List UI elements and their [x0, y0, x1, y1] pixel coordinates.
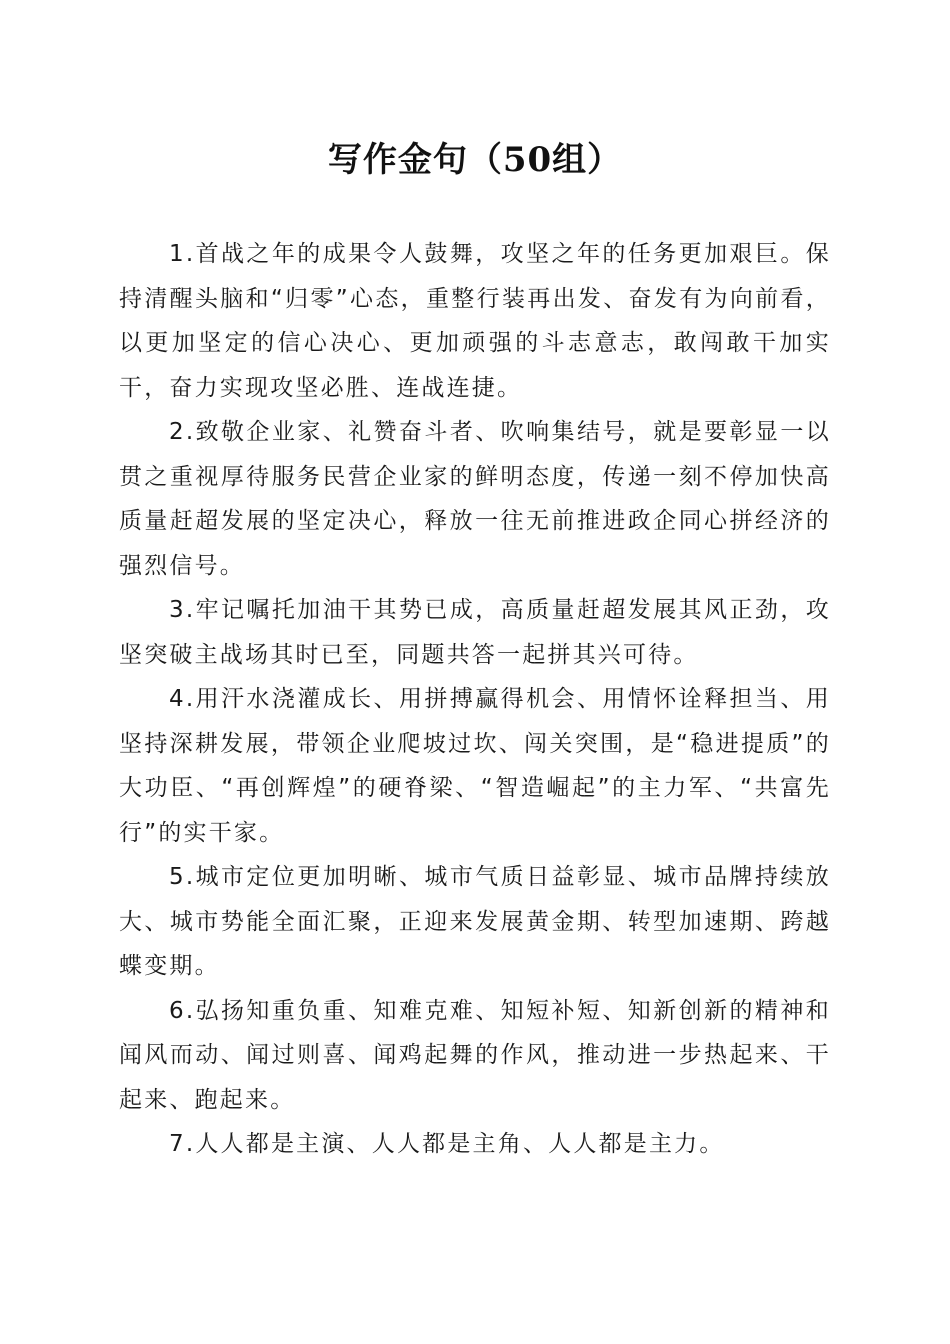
- paragraph-1: 1.首战之年的成果令人鼓舞，攻坚之年的任务更加艰巨。保持清醒头脑和“归零”心态，重整行装再出发、奋发有为向前看，以更加坚定的信心决心、更加顽强的斗志意志，敢闯敢干加实干，奋力实现攻坚必胜、连战连捷。: [119, 241, 831, 401]
- document-title: 写作金句（50组）: [327, 140, 623, 180]
- paragraph-6: 6.弘扬知重负重、知难克难、知短补短、知新创新的精神和闻风而动、闻过则喜、闻鸡起舞的作风，推动进一步热起来、干起来、跑起来。: [119, 997, 831, 1113]
- paragraph-5: 5.城市定位更加明晰、城市气质日益彰显、城市品牌持续放大、城市势能全面汇聚，正迎来发展黄金期、转型加速期、跨越蝶变期。: [119, 864, 831, 979]
- paragraph-3: 3.牢记嘱托加油干其势已成，高质量赶超发展其风正劲，攻坚突破主战场其时已至，同题共答一起拼其兴可待。: [119, 597, 831, 668]
- document-body: [119, 232, 831, 1167]
- paragraph-7: 7.人人都是主演、人人都是主角、人人都是主力。: [169, 1131, 725, 1157]
- paragraph-2: 2.致敬企业家、礼赞奋斗者、吹响集结号，就是要彰显一以贯之重视厚待服务民营企业家的鲜明态度，传递一刻不停加快高质量赶超发展的坚定决心，释放一往无前推进政企同心拼经济的强烈信号。: [119, 419, 831, 579]
- paragraph-4: 4.用汗水浇灌成长、用拼搏赢得机会、用情怀诠释担当、用坚持深耕发展，带领企业爬坡过坎、闯关突围，是“稳进提质”的大功臣、“再创辉煌”的硬脊梁、“智造崛起”的主力军、“共富先行”的实干家。: [119, 686, 831, 846]
